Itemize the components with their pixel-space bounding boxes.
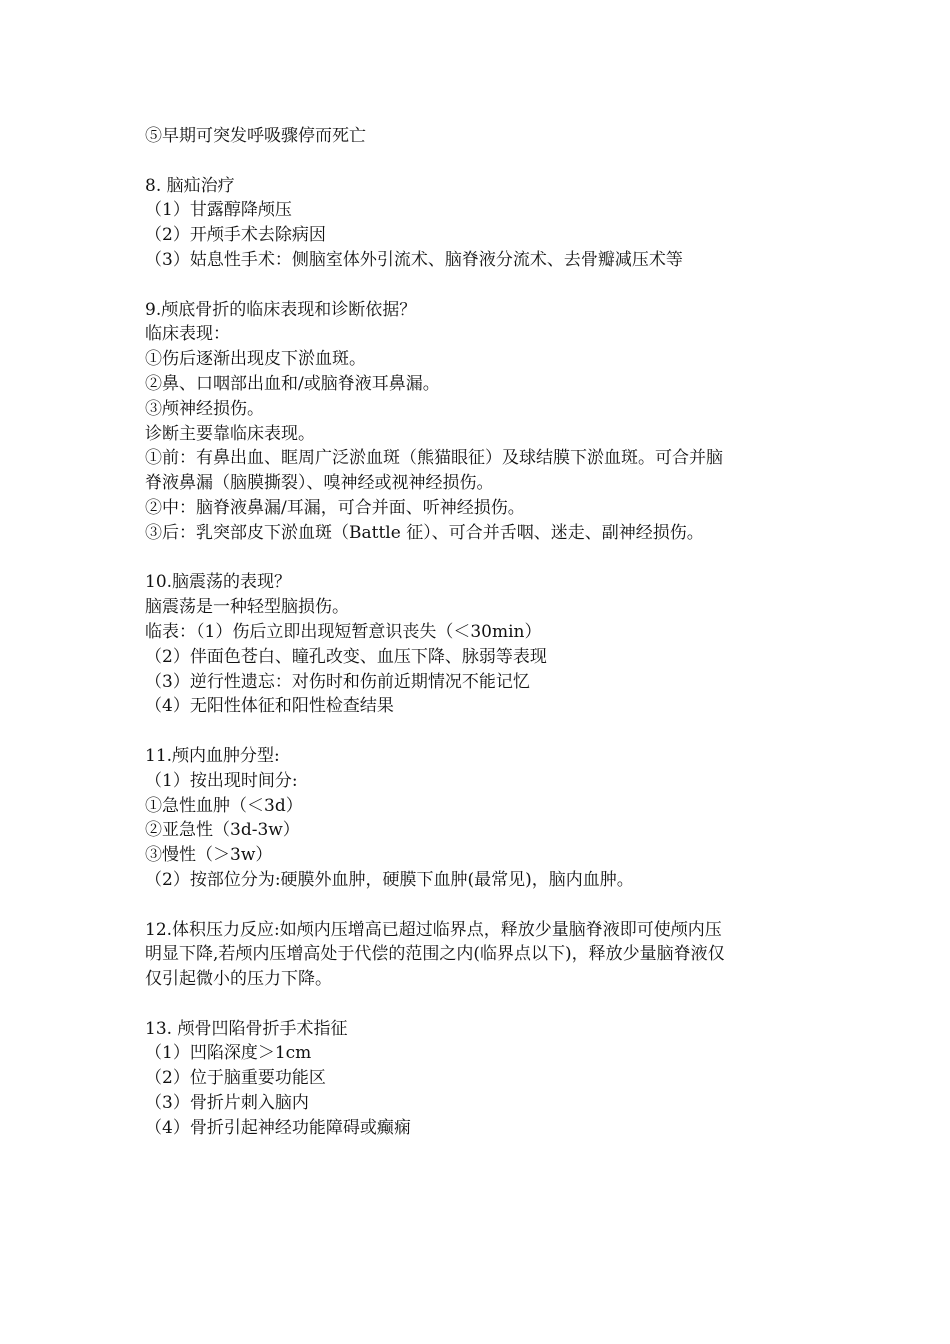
- list-item: ⑤早期可突发呼吸骤停而死亡: [145, 126, 366, 146]
- section-intracranial-hematoma: [145, 744, 810, 893]
- paragraph-line: 仅引起微小的压力下降。: [145, 969, 332, 990]
- section-brain-herniation-symptom-tail: [145, 124, 810, 149]
- list-item: （2）伴面色苍白、瞳孔改变、血压下降、脉弱等表现: [145, 646, 547, 667]
- list-item: ③颅神经损伤。: [145, 398, 264, 419]
- list-item: 临表：（1）伤后立即出现短暂意识丧失（＜30min）: [145, 621, 542, 642]
- definition-text: 脑震荡是一种轻型脑损伤。: [145, 597, 349, 618]
- section-skull-base-fracture: [145, 298, 810, 546]
- section-concussion: [145, 570, 810, 719]
- subheading: 诊断主要靠临床表现。: [145, 423, 315, 444]
- section-heading: 11.颅内血肿分型:: [145, 745, 280, 766]
- list-item: （2）按部位分为:硬膜外血肿，硬膜下血肿(最常见)，脑内血肿。: [145, 869, 634, 890]
- paragraph-gap: [145, 893, 810, 918]
- list-item: （2）位于脑重要功能区: [145, 1068, 326, 1089]
- list-item: （1）凹陷深度＞1cm: [145, 1043, 312, 1064]
- list-item: ①前：有鼻出血、眶周广泛淤血斑（熊猫眼征）及球结膜下淤血斑。可合并脑: [145, 448, 723, 469]
- section-heading: 8. 脑疝治疗: [145, 175, 235, 196]
- list-item: （3）骨折片刺入脑内: [145, 1093, 309, 1114]
- list-item: （1）甘露醇降颅压: [145, 200, 292, 221]
- list-item: （3）姑息性手术：侧脑室体外引流术、脑脊液分流术、去骨瓣减压术等: [145, 249, 683, 270]
- list-item: ③慢性（＞3w）: [145, 845, 273, 866]
- list-item: ②鼻、口咽部出血和/或脑脊液耳鼻漏。: [145, 373, 440, 394]
- section-depressed-fracture-surgery: [145, 1017, 810, 1141]
- paragraph-gap: [145, 719, 810, 744]
- list-item: ②亚急性（3d-3w）: [145, 820, 300, 841]
- paragraph-line: 12.体积压力反应:如颅内压增高已超过临界点，释放少量脑脊液即可使颅内压: [145, 919, 722, 940]
- document-content: [145, 124, 810, 1141]
- list-item: （4）无阳性体征和阳性检查结果: [145, 696, 394, 717]
- section-volume-pressure-response: [145, 918, 810, 992]
- list-item-continuation: 脊液鼻漏（脑膜撕裂）、嗅神经或视神经损伤。: [145, 473, 494, 494]
- paragraph-gap: [145, 992, 810, 1017]
- list-item: （1）按出现时间分:: [145, 770, 298, 791]
- list-item: ③后：乳突部皮下淤血斑（Battle 征）、可合并舌咽、迷走、副神经损伤。: [145, 522, 704, 543]
- list-item: （4）骨折引起神经功能障碍或癫痫: [145, 1117, 411, 1138]
- section-heading: 10.脑震荡的表现？: [145, 572, 292, 593]
- list-item: ①伤后逐渐出现皮下淤血斑。: [145, 349, 366, 370]
- section-heading: 9.颅底骨折的临床表现和诊断依据？: [145, 299, 417, 320]
- list-item: （2）开颅手术去除病因: [145, 225, 326, 246]
- subheading: 临床表现：: [145, 324, 230, 345]
- list-item: （3）逆行性遗忘：对伤时和伤前近期情况不能记忆: [145, 671, 530, 692]
- section-heading: 13. 颅骨凹陷骨折手术指征: [145, 1018, 348, 1039]
- paragraph-line: 明显下降,若颅内压增高处于代偿的范围之内(临界点以下)，释放少量脑脊液仅: [145, 944, 725, 965]
- paragraph-gap: [145, 546, 810, 571]
- list-item: ②中：脑脊液鼻漏/耳漏，可合并面、听神经损伤。: [145, 497, 525, 518]
- list-item: ①急性血肿（＜3d）: [145, 795, 303, 816]
- section-herniation-treatment: [145, 174, 810, 273]
- paragraph-gap: [145, 149, 810, 174]
- paragraph-gap: [145, 273, 810, 298]
